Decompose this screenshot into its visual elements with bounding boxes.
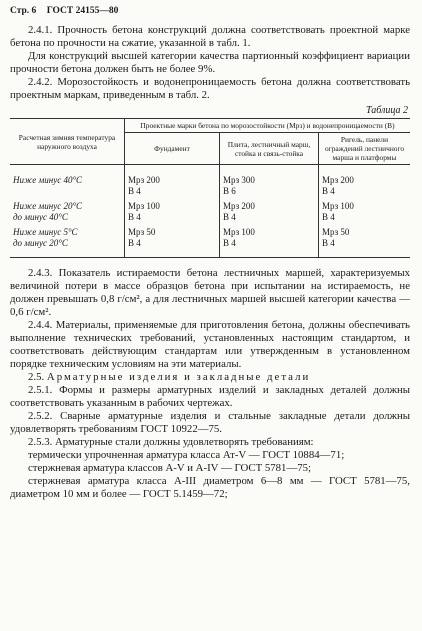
list-item-a-iii: стержневая арматура класса А-III диаметром 6—8 мм — ГОСТ 5781—75, диаметром 10 мм и более — ГОСТ 5.1459—72; [10,475,410,500]
table-cell: Мрз 50 В 4 [125,225,220,258]
table-sub-header-girder: Ригель, панели ограждений лестничного марша и платформы [319,133,411,165]
paragraph-quality: Для конструкций высшей категории качества партионный коэффициент вариации прочности бетона должен быть не более 9%. [10,50,410,75]
paragraph-2-5-1: 2.5.1. Формы и размеры арматурных изделий и закладных деталей должны соответствовать указанным в рабочих чертежах. [10,384,410,409]
table-sub-header-foundation: Фундамент [125,133,220,165]
paragraph-2-4-3: 2.4.3. Показатель истираемости бетона лестничных маршей, характеризуемых величиной потери в массе образцов бетона при испытании на истираемость, не должен превышать 0,8 г/см², а для лестничных маршей высшей категории качества — 0,6 г/см². [10,267,410,318]
table-cell-temperature: Ниже минус 5°С до минус 20°С [10,225,125,258]
paragraph-2-4-4: 2.4.4. Материалы, применяемые для приготовления бетона, должны обеспечивать выполнение технических требований, установленных настоящим стандартом, и соответствовать действующим стандартам или утвержденным в установленном порядке техническим условиям на эти материалы. [10,319,410,370]
paragraph-2-5-3: 2.5.3. Арматурные стали должны удовлетворять требованиям: [28,436,314,448]
table-label: Таблица 2 [366,105,408,116]
list-item-at-v: термически упрочненная арматура класса Ат-V — ГОСТ 10884—71; [28,449,345,461]
paragraph-2-4-1: 2.4.1. Прочность бетона конструкций должна соответствовать проектной марке бетона по прочности на сжатие, указанной в табл. 1. [10,24,410,49]
page-number: Стр. 6 [10,6,37,16]
page-header [10,6,126,16]
section-title: Арматурные изделия и закладные детали [46,371,311,383]
table-group-header: Проектные марки бетона по морозостойкости (Мрз) и водонепроницаемости (В) [125,119,411,133]
table-cell: Мрз 50 В 4 [319,225,411,258]
table-cell: Мрз 100 В 4 [319,199,411,225]
standard-code: ГОСТ 24155—80 [46,6,119,16]
table-cell: Мрз 200 В 4 [319,165,411,200]
document-body [10,24,410,501]
table-cell: Мрз 100 В 4 [220,225,319,258]
section-2-5-heading [10,371,410,384]
table-cell: Мрз 100 В 4 [125,199,220,225]
table-col-header-temperature: Расчетная зимняя температура наружного воздуха [10,119,125,165]
section-number: 2.5. [28,371,45,383]
table-row [10,165,410,200]
table-cell-temperature: Ниже минус 20°С до минус 40°С [10,199,125,225]
table-sub-header-slab: Плита, лестничный марш, стойка и связь-стойка [220,133,319,165]
paragraph-2-5-2: 2.5.2. Сварные арматурные изделия и стальные закладные детали должны удовлетворять требованиям ГОСТ 10922—75. [10,410,410,435]
table-cell: Мрз 200 В 4 [220,199,319,225]
table-cell: Мрз 200 В 4 [125,165,220,200]
table-2 [10,118,410,258]
table-cell: Мрз 300 В 6 [220,165,319,200]
list-item-a-v-a-iv: стержневая арматура классов А-V и А-IV — ГОСТ 5781—75; [28,462,312,474]
paragraph-2-4-2: 2.4.2. Морозостойкость и водонепроницаемость бетона должна соответствовать проектным маркам, приведенным в табл. 2. [10,76,410,101]
table-cell-temperature: Ниже минус 40°С [10,165,125,200]
table-row [10,225,410,258]
table-row [10,199,410,225]
